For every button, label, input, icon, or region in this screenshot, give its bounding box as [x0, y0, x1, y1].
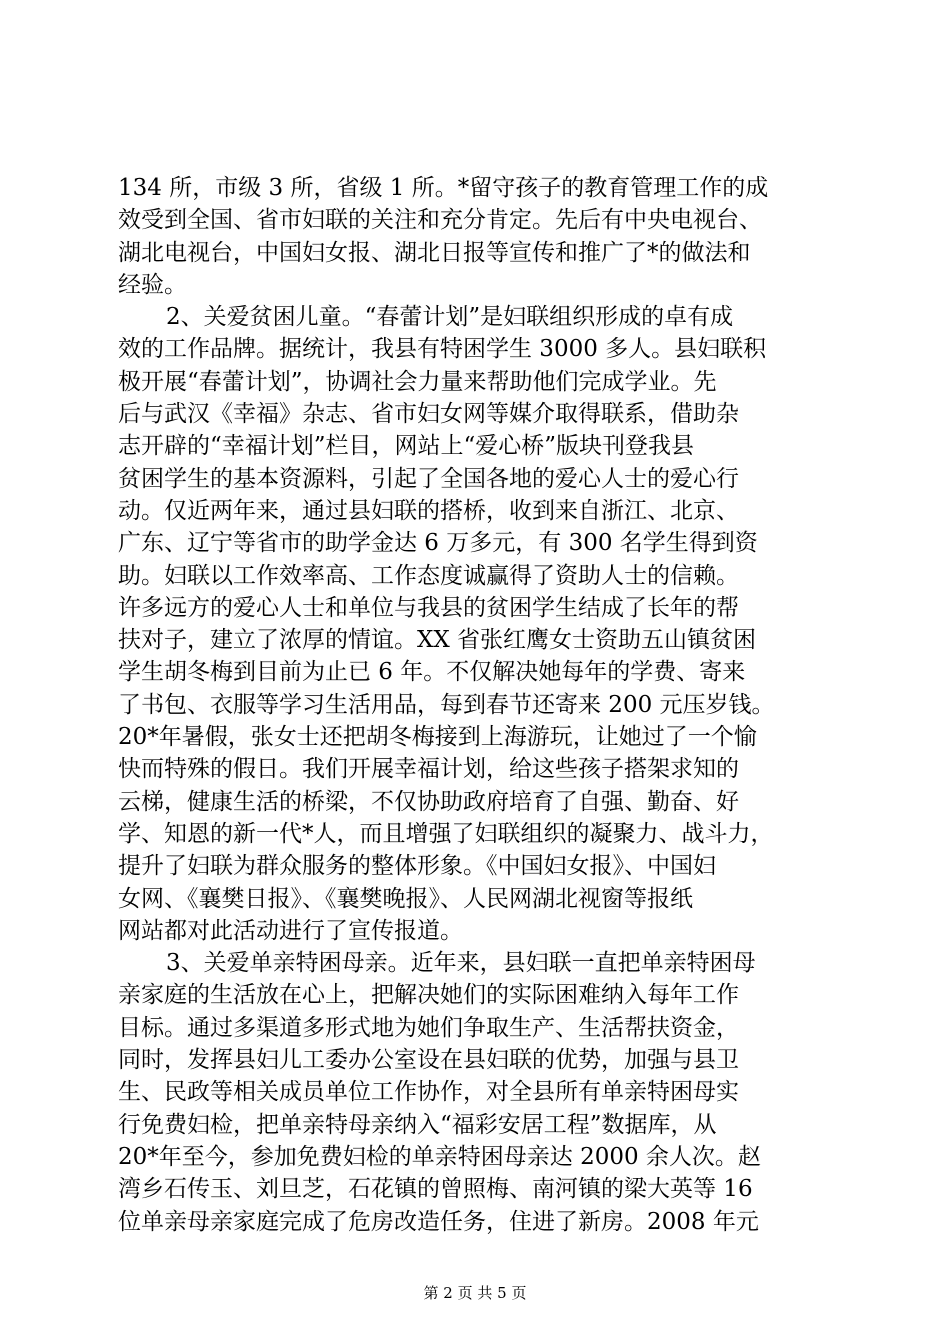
- text-line: 效的工作品牌。据统计，我县有特困学生 3000 多人。县妇联积: [118, 336, 767, 363]
- text-line: 效受到全国、省市妇联的关注和充分肯定。先后有中央电视台、: [118, 207, 762, 234]
- text-line: 行免费妇检，把单亲特母亲纳入“福彩安居工程”数据库，从: [118, 1111, 717, 1138]
- text-line: 20*年至今，参加免费妇检的单亲特困母亲达 2000 余人次。赵: [118, 1143, 761, 1170]
- text-line: 动。仅近两年来，通过县妇联的搭桥，收到来自浙江、北京、: [118, 497, 739, 524]
- text-line: 位单亲母亲家庭完成了危房改造任务，住进了新房。2008 年元: [118, 1208, 759, 1235]
- text-line: 提升了妇联为群众服务的整体形象。《中国妇女报》、中国妇: [118, 853, 716, 880]
- text-line: 许多远方的爱心人士和单位与我县的贫困学生结成了长年的帮: [118, 594, 739, 621]
- text-line: 网站都对此活动进行了宣传报道。: [118, 917, 463, 944]
- text-line: 目标。通过多渠道多形式地为她们争取生产、生活帮扶资金，: [118, 1014, 739, 1041]
- text-line: 志开辟的“幸福计划”栏目，网站上“爱心桥”版块刊登我县: [118, 433, 695, 460]
- text-line: 助。妇联以工作效率高、工作态度诚赢得了资助人士的信赖。: [118, 562, 739, 589]
- text-line: 贫困学生的基本资源料，引起了全国各地的爱心人士的爱心行: [118, 465, 739, 492]
- text-line: 学、知恩的新一代*人，而且增强了妇联组织的凝聚力、战斗力，: [118, 820, 774, 847]
- page-number-footer: 第 2 页 共 5 页: [423, 1284, 527, 1302]
- paragraph-start-line: 3、关爱单亲特困母亲。近年来，县妇联一直把单亲特困母: [166, 950, 756, 977]
- text-line: 快而特殊的假日。我们开展幸福计划，给这些孩子搭架求知的: [118, 756, 739, 783]
- text-line: 亲家庭的生活放在心上，把解决她们的实际困难纳入每年工作: [118, 982, 739, 1009]
- text-line: 云梯，健康生活的桥梁，不仅协助政府培育了自强、勤奋、好: [118, 788, 739, 815]
- text-line: 20*年暑假，张女士还把胡冬梅接到上海游玩，让她过了一个愉: [118, 724, 757, 751]
- text-line: 经验。: [118, 271, 187, 298]
- text-line: 湖北电视台，中国妇女报、湖北日报等宣传和推广了*的做法和: [118, 239, 751, 266]
- text-line: 学生胡冬梅到目前为止已 6 年。不仅解决她每年的学费、寄来: [118, 659, 746, 686]
- text-line: 生、民政等相关成员单位工作协作，对全县所有单亲特困母实: [118, 1079, 739, 1106]
- text-line: 广东、辽宁等省市的助学金达 6 万多元，有 300 名学生得到资: [118, 530, 758, 557]
- text-line: 女网、《襄樊日报》、《襄樊晚报》、人民网湖北视窗等报纸: [118, 885, 693, 912]
- text-line: 扶对子，建立了浓厚的情谊。XX 省张红鹰女士资助五山镇贫困: [118, 627, 757, 654]
- text-line: 后与武汉《幸福》杂志、省市妇女网等媒介取得联系，借助杂: [118, 401, 739, 428]
- text-line: 湾乡石传玉、刘旦芝，石花镇的曾照梅、南河镇的梁大英等 16: [118, 1176, 753, 1203]
- document-body: [118, 172, 838, 1238]
- text-line: 同时，发挥县妇儿工委办公室设在县妇联的优势，加强与县卫: [118, 1047, 739, 1074]
- text-line: 了书包、衣服等学习生活用品，每到春节还寄来 200 元压岁钱。: [118, 691, 775, 718]
- text-line: 极开展“春蕾计划”，协调社会力量来帮助他们完成学业。先: [118, 368, 717, 395]
- paragraph-start-line: 2、关爱贫困儿童。“春蕾计划”是妇联组织形成的卓有成: [166, 304, 734, 331]
- text-line: 134 所，市级 3 所，省级 1 所。*留守孩子的教育管理工作的成: [118, 175, 769, 201]
